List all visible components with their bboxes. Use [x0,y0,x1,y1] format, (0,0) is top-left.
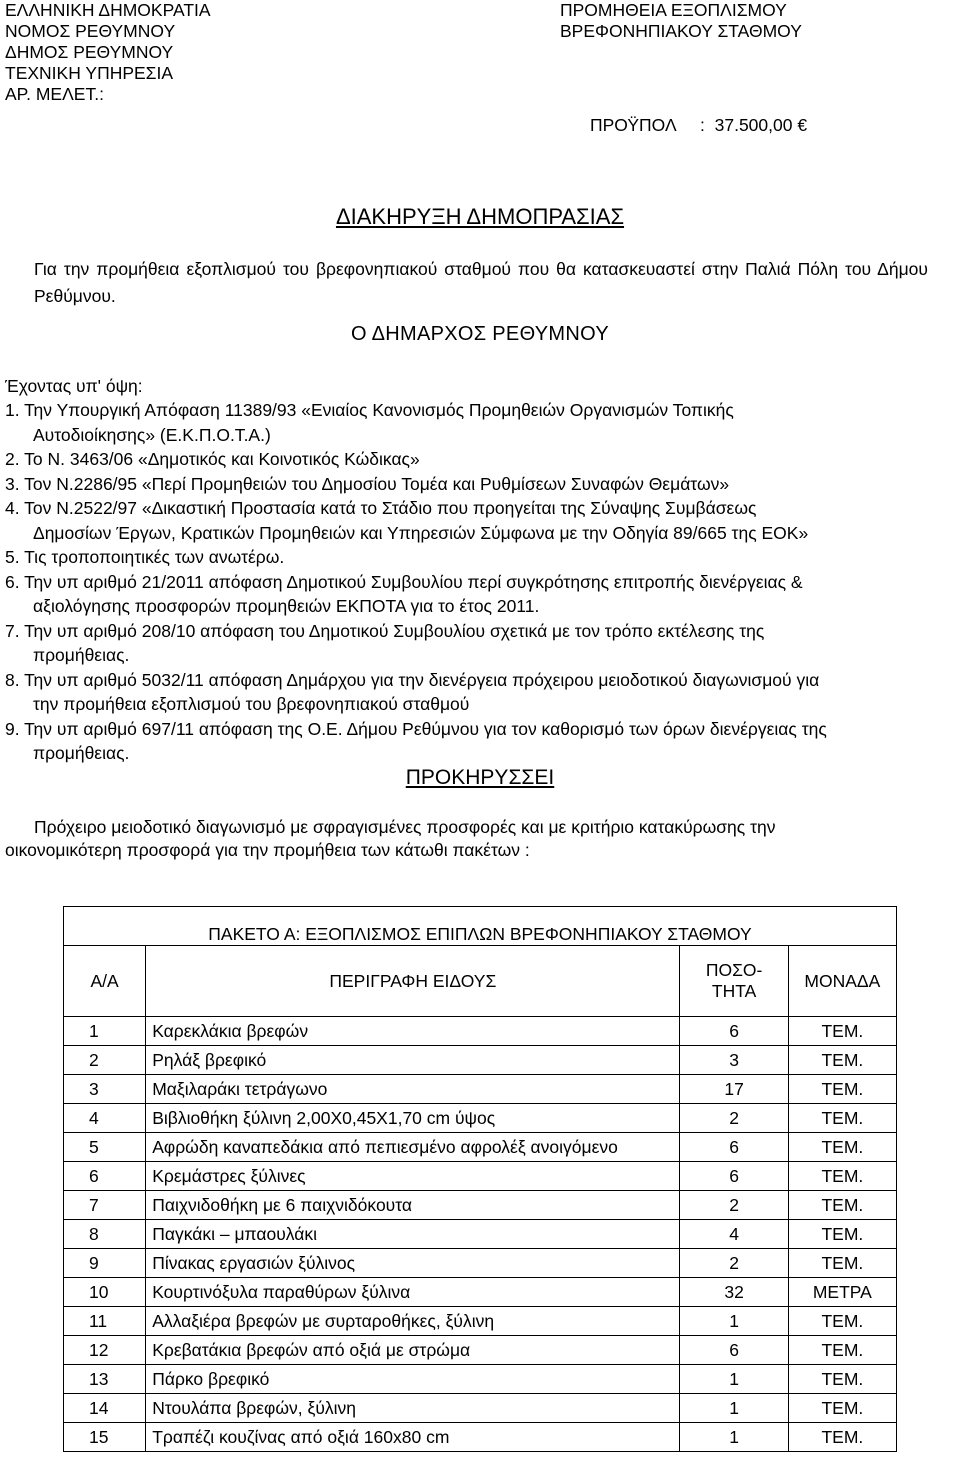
col-header-description: ΠΕΡΙΓΡΑΦΗ ΕΙΔΟΥΣ [146,946,680,1017]
row-description: Μαξιλαράκι τετράγωνο [146,1075,680,1104]
table-row [64,1307,897,1336]
row-number: 4 [64,1104,146,1133]
row-unit: ΤΕΜ. [788,1423,896,1452]
budget-value: 37.500,00 € [714,115,808,135]
col-header-unit: ΜΟΝΑΔΑ [788,946,896,1017]
row-quantity: 32 [680,1278,788,1307]
row-number: 11 [64,1307,146,1336]
table-header-row [64,946,897,1017]
row-unit: ΤΕΜ. [788,1191,896,1220]
row-quantity: 17 [680,1075,788,1104]
row-unit: ΤΕΜ. [788,1249,896,1278]
row-unit: ΤΕΜ. [788,1133,896,1162]
row-unit: ΤΕΜ. [788,1220,896,1249]
tender-text-line-2: οικονομικότερη προσφορά για την προμήθεια των κάτωθι πακέτων : [5,840,530,860]
row-quantity: 6 [680,1133,788,1162]
row-number: 9 [64,1249,146,1278]
consideration-item: 9. Την υπ αριθμό 697/11 απόφαση της Ο.Ε. Δήμου Ρεθύμνου για τον καθορισμό των όρων διενέργειας της προμήθειας. [5,718,827,763]
issuer-block [5,0,211,105]
budget-line [590,115,807,136]
row-description: Καρεκλάκια βρεφών [146,1017,680,1046]
row-number: 2 [64,1046,146,1075]
row-quantity: 1 [680,1423,788,1452]
proclaims-heading: ΠΡΟΚΗΡΥΣΣΕΙ [405,766,555,789]
table-row [64,1162,897,1191]
row-description: Παγκάκι – μπαουλάκι [146,1220,680,1249]
row-quantity: 3 [680,1046,788,1075]
row-quantity: 2 [680,1191,788,1220]
considerations-heading: Έχοντας υπ' όψη: [5,376,143,396]
row-description: Κουρτινόξυλα παραθύρων ξύλινα [146,1278,680,1307]
consideration-item: 1. Την Υπουργική Απόφαση 11389/93 «Ενιαίος Κανονισμός Προμηθειών Οργανισμών Τοπικής Αυτοδιοίκησης» (Ε.Κ.Π.Ο.Τ.Α.) [5,400,734,445]
row-number: 3 [64,1075,146,1104]
subject-block [560,0,802,42]
row-quantity: 4 [680,1220,788,1249]
issuer-line: ΤΕΧΝΙΚΗ ΥΠΗΡΕΣΙΑ [5,63,174,83]
row-unit: ΤΕΜ. [788,1017,896,1046]
package-table [63,906,897,1452]
row-number: 10 [64,1278,146,1307]
table-row [64,1365,897,1394]
study-number-label: ΑΡ. ΜΕΛΕΤ.: [5,84,104,104]
row-description: Βιβλιοθήκη ξύλινη 2,00Χ0,45Χ1,70 cm ύψος [146,1104,680,1133]
intro-paragraph: Για την προμήθεια εξοπλισμού του βρεφονηπιακού σταθμού που θα κατασκευαστεί στην Παλιά Πόλη του Δήμου Ρεθύμνου. [34,259,928,306]
table-body [64,1017,897,1452]
table-row [64,1017,897,1046]
row-number: 6 [64,1162,146,1191]
table-row [64,1046,897,1075]
row-quantity: 6 [680,1336,788,1365]
row-description: Πίνακας εργασιών ξύλινος [146,1249,680,1278]
row-description: Πάρκο βρεφικό [146,1365,680,1394]
table-row [64,1104,897,1133]
package-title-row [64,907,897,946]
row-quantity: 6 [680,1017,788,1046]
row-unit: ΤΕΜ. [788,1394,896,1423]
table-row [64,1394,897,1423]
row-description: Αφρώδη καναπεδάκια από πεπιεσμένο αφρολέξ ανοιγόμενο [146,1133,680,1162]
table-row [64,1278,897,1307]
budget-separator: : [700,115,705,135]
row-quantity: 2 [680,1249,788,1278]
consideration-item: 5. Τις τροποποιητικές των ανωτέρω. [5,547,285,567]
row-number: 14 [64,1394,146,1423]
issuer-line: ΝΟΜΟΣ ΡΕΘΥΜΝΟΥ [5,21,176,41]
row-unit: ΤΕΜ. [788,1336,896,1365]
issuer-line: ΔΗΜΟΣ ΡΕΘΥΜΝΟΥ [5,42,174,62]
row-quantity: 1 [680,1394,788,1423]
table-row [64,1133,897,1162]
row-quantity: 1 [680,1307,788,1336]
table-row [64,1249,897,1278]
subject-line: ΒΡΕΦΟΝΗΠΙΑΚΟΥ ΣΤΑΘΜΟΥ [560,21,802,41]
consideration-item: 8. Την υπ αριθμό 5032/11 απόφαση Δημάρχου για την διενέργεια πρόχειρου μειοδοτικού διαγωνισμού για την προμήθεια εξοπλισμού του βρεφονηπιακού σταθμού [5,669,820,714]
issuer-line: ΕΛΛΗΝΙΚΗ ΔΗΜΟΚΡΑΤΙΑ [5,0,211,20]
consideration-item: 2. Το Ν. 3463/06 «Δημοτικός και Κοινοτικός Κώδικας» [5,449,420,469]
row-number: 1 [64,1017,146,1046]
tender-text-line-1: Πρόχειρο μειοδοτικό διαγωνισμό με σφραγισμένες προσφορές και με κριτήριο κατακύρωσης την [34,817,776,837]
row-description: Κρεμάστρες ξύλινες [146,1162,680,1191]
col-header-quantity: ΠΟΣΟ- ΤΗΤΑ [680,946,788,1017]
table-row [64,1191,897,1220]
row-unit: ΤΕΜ. [788,1046,896,1075]
row-number: 5 [64,1133,146,1162]
package-title: ΠΑΚΕΤΟ Α: ΕΞΟΠΛΙΣΜΟΣ ΕΠΙΠΛΩΝ ΒΡΕΦΟΝΗΠΙΑΚΟΥ ΣΤΑΘΜΟΥ [64,907,897,946]
consideration-item: 4. Τον Ν.2522/97 «Δικαστική Προστασία κατά το Στάδιο που προηγείται της Σύναψης Συμβάσεως Δημοσίων Έργων, Κρατικών Προμηθειών και Υπηρεσιών Σύμφωνα με την Οδηγία 89/665 της ΕΟΚ» [5,498,809,543]
row-unit: ΜΕΤΡΑ [788,1278,896,1307]
mayor-heading: Ο ΔΗΜΑΡΧΟΣ ΡΕΘΥΜΝΟΥ [351,323,609,345]
col-header-number: Α/Α [64,946,146,1017]
row-quantity: 6 [680,1162,788,1191]
row-unit: ΤΕΜ. [788,1365,896,1394]
subject-line: ΠΡΟΜΗΘΕΙΑ ΕΞΟΠΛΙΣΜΟΥ [560,0,787,20]
consideration-item: 6. Την υπ αριθμό 21/2011 απόφαση Δημοτικού Συμβουλίου περί συγκρότησης επιτροπής διενέργειας & αξιολόγησης προσφορών προμηθειών ΕΚΠΟΤΑ για το έτος 2011. [5,571,803,616]
row-description: Τραπέζι κουζίνας από οξιά 160x80 cm [146,1423,680,1452]
row-quantity: 1 [680,1365,788,1394]
row-number: 8 [64,1220,146,1249]
table-row [64,1220,897,1249]
row-number: 13 [64,1365,146,1394]
consideration-item: 3. Τον Ν.2286/95 «Περί Προμηθειών του Δημοσίου Τομέα και Ρυθμίσεων Συναφών Θεμάτων» [5,473,730,494]
table-row [64,1075,897,1104]
row-unit: ΤΕΜ. [788,1075,896,1104]
document-title: ΔΙΑΚΗΡΥΞΗ ΔΗΜΟΠΡΑΣΙΑΣ [335,204,625,229]
considerations-list [5,398,957,766]
row-description: Ρηλάξ βρεφικό [146,1046,680,1075]
budget-label: ΠΡΟΫΠΟΛ [590,115,676,135]
row-description: Αλλαξιέρα βρεφών με συρταροθήκες, ξύλινη [146,1307,680,1336]
row-number: 12 [64,1336,146,1365]
row-description: Κρεβατάκια βρεφών από οξιά με στρώμα [146,1336,680,1365]
row-unit: ΤΕΜ. [788,1307,896,1336]
row-quantity: 2 [680,1104,788,1133]
row-unit: ΤΕΜ. [788,1162,896,1191]
consideration-item: 7. Την υπ αριθμό 208/10 απόφαση του Δημοτικού Συμβουλίου σχετικά με τον τρόπο εκτέλεσης της προμήθειας. [5,620,765,665]
row-number: 15 [64,1423,146,1452]
row-description: Ντουλάπα βρεφών, ξύλινη [146,1394,680,1423]
table-row [64,1423,897,1452]
row-number: 7 [64,1191,146,1220]
row-unit: ΤΕΜ. [788,1104,896,1133]
row-description: Παιχνιδοθήκη με 6 παιχνιδόκουτα [146,1191,680,1220]
table-row [64,1336,897,1365]
